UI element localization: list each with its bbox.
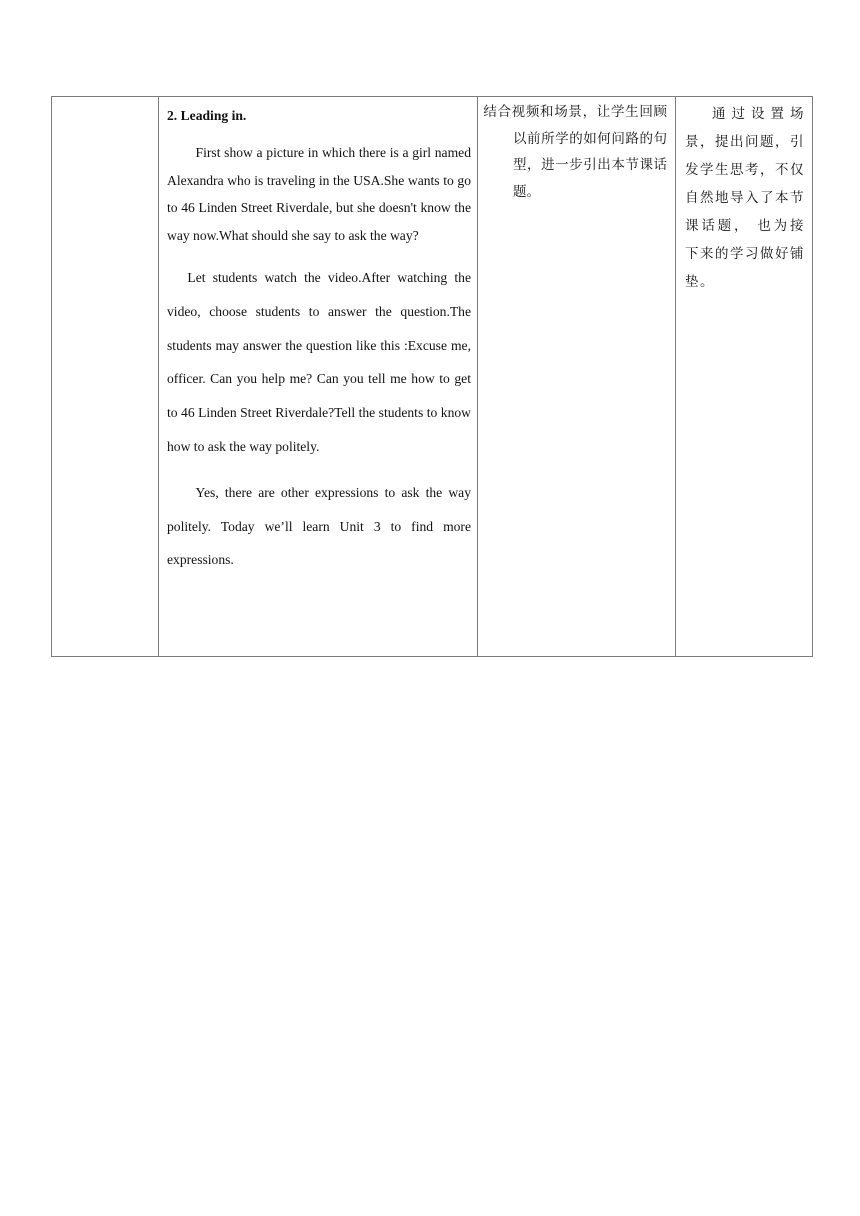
empty-step-cell (52, 97, 159, 657)
procedure-paragraph-1: First show a picture in which there is a girl named Alexandra who is traveling in the USA.She wants to go to 46 Linden Street Riverdale, but she doesn't know the way now.What should she say to ask the way? (167, 145, 471, 243)
table-row (52, 97, 813, 657)
procedure-paragraph-3: Yes, there are other expressions to ask the way politely. Today we’ll learn Unit 3 to find more expressions. (167, 484, 471, 568)
design-intent-cell (676, 97, 813, 657)
student-activity-text: 结合视频和场景，让学生回顾以前所学的如何问路的句型，进一步引出本节课话题。 (483, 104, 667, 200)
design-intent-text: 通过设置场景，提出问题，引发学生思考，不仅自然地导入了本节课话题， 也为接下来的学习做好铺垫。 (685, 106, 805, 290)
procedure-cell (159, 97, 478, 657)
student-activity-cell (478, 97, 676, 657)
procedure-paragraph-2: Let students watch the video.After watching the video, choose students to answer the question.The students may answer the question like this :Excuse me, officer. Can you help me? Can you tell me how to get to 46 Linden Street Riverdale?Tell the students to know how to ask the way politely. (167, 270, 471, 454)
lesson-plan-table (51, 96, 813, 657)
section-heading: 2. Leading in. (167, 108, 247, 123)
